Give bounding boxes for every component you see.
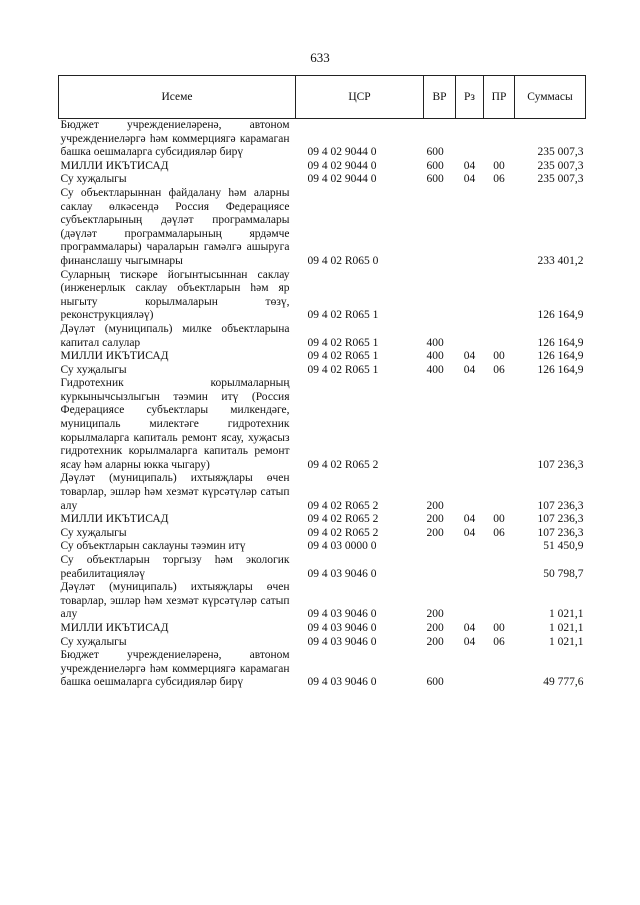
row-rz: 04 (463, 350, 476, 363)
table-row (59, 527, 586, 541)
row-rz (456, 649, 484, 690)
row-name: Гидротехник корылмаларның куркынычсызлыгын тәэмин итү (Россия Федерациясе субъектлары милкендәге, муниципаль милектәге гидротехник корылмаларга капиталь ремонт ясау, хуҗасыз гидротехник корылмаларга капиталь ремонт ясау һәм аларны юкка чыгару) (60, 377, 290, 471)
table-row (59, 187, 586, 269)
row-sum: 126 164,9 (537, 350, 584, 363)
row-csr: 09 4 02 R065 2 (307, 499, 379, 512)
table-row (59, 173, 586, 187)
table-row (59, 513, 586, 527)
row-name: Су хуҗалыгы (60, 635, 127, 648)
row-vr: 400 (426, 350, 444, 363)
row-csr: 09 4 02 R065 0 (307, 254, 379, 267)
row-rz (456, 581, 484, 622)
row-vr: 200 (426, 621, 444, 634)
row-rz: 04 (463, 159, 476, 172)
row-sum: 107 236,3 (537, 526, 584, 539)
row-sum: 235 007,3 (537, 159, 584, 172)
row-name: Бюджет учреждениеләренә, автоном учреждениеләргә һәм коммерциягә карамаган башка оешмаларга субсидияләр бирү (60, 649, 290, 689)
header-vr: ВР (424, 76, 456, 119)
row-rz (456, 323, 484, 350)
row-csr: 09 4 02 9044 0 (307, 159, 377, 172)
row-sum: 1 021,1 (549, 621, 584, 634)
row-csr: 09 4 02 R065 1 (307, 350, 379, 363)
row-csr: 09 4 02 R065 1 (307, 363, 379, 376)
row-vr: 200 (426, 513, 444, 526)
row-csr: 09 4 02 R065 2 (307, 458, 379, 471)
row-rz: 04 (463, 621, 476, 634)
row-rz (456, 119, 484, 160)
row-vr: 400 (426, 363, 444, 376)
table-row (59, 540, 586, 554)
row-csr: 09 4 02 9044 0 (307, 146, 377, 159)
page-number: 633 (310, 50, 330, 65)
header-pr: ПР (484, 76, 515, 119)
row-name: Дәүләт (муниципаль) ихтыяҗлары өчен товарлар, эшләр һәм хезмәт күрсәтүләр сатып алу (60, 472, 290, 512)
header-csr: ЦСР (296, 76, 424, 119)
row-sum: 233 401,2 (537, 254, 584, 267)
row-sum: 126 164,9 (537, 336, 584, 349)
row-vr: 400 (426, 336, 444, 349)
row-vr: 200 (426, 526, 444, 539)
row-sum: 49 777,6 (543, 676, 584, 689)
row-csr: 09 4 03 9046 0 (307, 621, 377, 634)
row-vr (424, 540, 456, 554)
row-rz: 04 (463, 173, 476, 186)
row-sum: 235 007,3 (537, 173, 584, 186)
row-sum: 107 236,3 (537, 458, 584, 471)
row-name: Су объектларын торгызу һәм экологик реабилитацияләү (60, 554, 290, 580)
table-row (59, 160, 586, 174)
row-pr (484, 187, 515, 269)
row-vr: 600 (426, 676, 444, 689)
row-pr (484, 323, 515, 350)
row-rz: 04 (463, 363, 476, 376)
row-csr: 09 4 03 0000 0 (307, 540, 377, 553)
table-row (59, 622, 586, 636)
row-vr (424, 269, 456, 323)
row-name: Суларның тискәре йогынтысыннан саклау (инженерлык саклау объектларын һәм яр ныгыту корылмаларын төзү, реконструкцияләү) (60, 268, 290, 322)
table-row (59, 269, 586, 323)
row-pr: 06 (493, 526, 505, 539)
row-csr: 09 4 02 R065 1 (307, 309, 379, 322)
row-rz: 04 (463, 635, 476, 648)
row-vr: 600 (426, 173, 444, 186)
row-rz (456, 554, 484, 581)
row-pr: 00 (493, 513, 505, 526)
row-csr: 09 4 02 R065 2 (307, 513, 379, 526)
table-row (59, 377, 586, 472)
table-row (59, 636, 586, 650)
row-vr: 200 (426, 608, 444, 621)
table-row (59, 119, 586, 160)
table-row (59, 364, 586, 378)
row-name: Су хуҗалыгы (60, 526, 127, 539)
row-name: Дәүләт (муниципаль) милке объектларына капитал салулар (60, 322, 290, 349)
row-vr (424, 377, 456, 472)
row-sum: 107 236,3 (537, 499, 584, 512)
table-row (59, 581, 586, 622)
row-vr: 200 (426, 499, 444, 512)
row-sum: 1 021,1 (549, 635, 584, 648)
row-rz (456, 540, 484, 554)
table-row (59, 472, 586, 513)
row-name: Су объектларыннан файдалану һәм аларны саклау өлкәсендә Россия Федерациясе субъектларының дәүләт программалары (дәүләт программаларының ярдәмче программалары) чараларын гамәлгә ашыруга финанслашу чыгымнары (60, 186, 290, 267)
row-name: МИЛЛИ ИКЪТИСАД (60, 621, 169, 634)
row-sum: 50 798,7 (543, 567, 584, 580)
row-pr (484, 540, 515, 554)
row-rz (456, 187, 484, 269)
row-name: Су хуҗалыгы (60, 173, 127, 186)
row-sum: 107 236,3 (537, 513, 584, 526)
row-name: Бюджет учреждениеләренә, автоном учреждениеләргә һәм коммерциягә карамаган башка оешмаларга субсидияләр бирү (60, 119, 290, 159)
row-sum: 235 007,3 (537, 146, 584, 159)
row-vr (424, 187, 456, 269)
header-rz: Рз (456, 76, 484, 119)
row-rz (456, 377, 484, 472)
row-pr (484, 377, 515, 472)
row-pr (484, 119, 515, 160)
row-rz (456, 269, 484, 323)
row-pr: 06 (493, 635, 505, 648)
row-name: МИЛЛИ ИКЪТИСАД (60, 350, 169, 363)
row-rz (456, 472, 484, 513)
row-sum: 126 164,9 (537, 363, 584, 376)
row-rz: 04 (463, 526, 476, 539)
row-name: МИЛЛИ ИКЪТИСАД (60, 159, 169, 172)
row-csr: 09 4 02 R065 2 (307, 526, 379, 539)
row-csr: 09 4 02 R065 1 (307, 336, 379, 349)
header-name: Исеме (59, 76, 296, 119)
row-pr: 00 (493, 621, 505, 634)
row-name: Су хуҗалыгы (60, 363, 127, 376)
row-vr: 600 (426, 159, 444, 172)
table-row (59, 323, 586, 350)
row-sum: 126 164,9 (537, 309, 584, 322)
row-pr: 06 (493, 363, 505, 376)
table-row (59, 350, 586, 364)
row-pr (484, 581, 515, 622)
row-pr (484, 269, 515, 323)
row-sum: 1 021,1 (549, 608, 584, 621)
row-csr: 09 4 03 9046 0 (307, 608, 377, 621)
row-pr (484, 472, 515, 513)
row-vr: 200 (426, 635, 444, 648)
row-csr: 09 4 03 9046 0 (307, 635, 377, 648)
row-csr: 09 4 02 9044 0 (307, 173, 377, 186)
row-csr: 09 4 03 9046 0 (307, 676, 377, 689)
row-sum: 51 450,9 (543, 540, 584, 553)
row-name: Дәүләт (муниципаль) ихтыяҗлары өчен товарлар, эшләр һәм хезмәт күрсәтүләр сатып алу (60, 581, 290, 621)
row-vr (424, 554, 456, 581)
row-pr (484, 649, 515, 690)
budget-table (58, 75, 586, 690)
table-row (59, 649, 586, 690)
row-pr: 00 (493, 350, 505, 363)
table-row (59, 554, 586, 581)
row-pr (484, 554, 515, 581)
row-vr: 600 (426, 146, 444, 159)
header-sum: Суммасы (515, 76, 586, 119)
row-rz: 04 (463, 513, 476, 526)
header-row (59, 76, 586, 119)
row-name: Су объектларын саклауны тәэмин итү (60, 540, 246, 553)
row-csr: 09 4 03 9046 0 (307, 567, 377, 580)
row-pr: 06 (493, 173, 505, 186)
row-pr: 00 (493, 159, 505, 172)
row-name: МИЛЛИ ИКЪТИСАД (60, 513, 169, 526)
